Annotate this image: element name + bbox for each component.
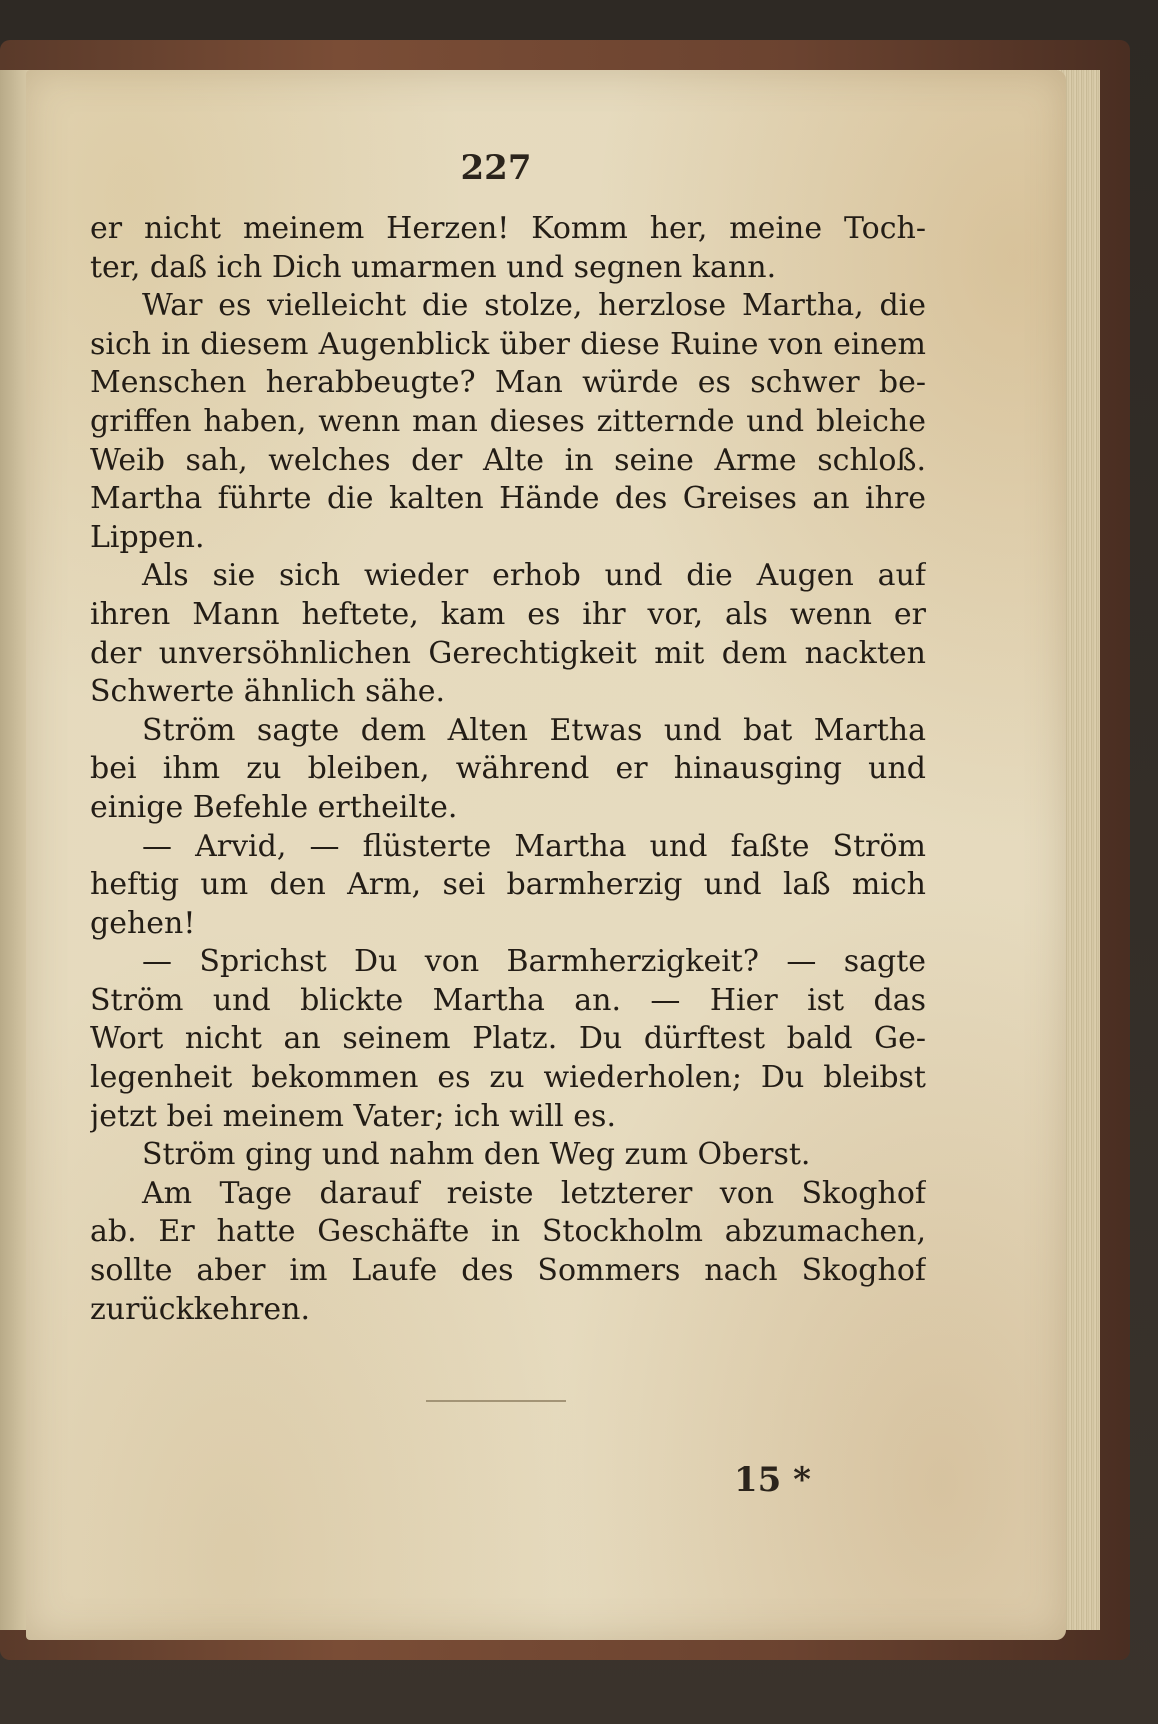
text-line: sollte aber im Laufe des Sommers nach Skoghof: [90, 1253, 926, 1289]
text-line: er nicht meinem Herzen! Komm her, meine Toch-: [90, 211, 926, 246]
text-line: Menschen herabbeugte? Man würde es schwer be-: [90, 365, 926, 401]
text-line: Am Tage darauf reiste letzterer von Skoghof: [142, 1175, 926, 1211]
text-line: Martha führte die kalten Hände des Greises an ihre: [90, 481, 926, 517]
text-line: legenheit bekommen es zu wiederholen; Du bleibst: [90, 1060, 926, 1096]
book-page: [26, 70, 1066, 1640]
text-line: sich in diesem Augenblick über diese Ruine von einem: [90, 326, 926, 362]
text-line: einige Befehle ertheilte.: [90, 789, 458, 825]
text-line: griffen haben, wenn man dieses zitternde und bleiche: [90, 403, 926, 439]
text-line: — Arvid, — flüsterte Martha und faßte Ström: [142, 828, 926, 864]
text-line: Als sie sich wieder erhob und die Augen auf: [142, 558, 926, 594]
text-line: Weib sah, welches der Alte in seine Arme schloß.: [90, 442, 926, 478]
text-line: zurückkehren.: [90, 1291, 310, 1327]
body-text: [90, 210, 926, 1329]
text-line: jetzt bei meinem Vater; ich will es.: [90, 1098, 616, 1134]
text-line: gehen!: [90, 905, 196, 941]
text-line: ihren Mann heftete, kam es ihr vor, als wenn er: [90, 596, 926, 632]
text-line: — Sprichst Du von Barmherzigkeit? — sagte: [142, 944, 926, 980]
text-line: Ström sagte dem Alten Etwas und bat Martha: [142, 712, 926, 748]
text-line: Lippen.: [90, 519, 205, 555]
text-line: Ström und blickte Martha an. — Hier ist das: [90, 982, 926, 1018]
signature-mark: 15 *: [734, 1460, 811, 1500]
section-separator: [426, 1400, 566, 1402]
text-line: ter, daß ich Dich umarmen und segnen kann.: [90, 249, 777, 285]
text-line: ab. Er hatte Geschäfte in Stockholm abzumachen,: [90, 1214, 926, 1250]
text-line: Schwerte ähnlich sähe.: [90, 674, 446, 710]
text-line: heftig um den Arm, sei barmherzig und laß mich: [90, 867, 926, 903]
text-line: War es vielleicht die stolze, herzlose Martha, die: [142, 288, 926, 324]
text-line: der unversöhnlichen Gerechtigkeit mit dem nackten: [90, 635, 926, 671]
text-line: bei ihm zu bleiben, während er hinausging und: [90, 751, 926, 787]
page-number: 227: [460, 148, 532, 188]
text-line: Wort nicht an seinem Platz. Du dürftest bald Ge-: [90, 1021, 926, 1057]
text-line: Ström ging und nahm den Weg zum Oberst.: [142, 1137, 811, 1173]
